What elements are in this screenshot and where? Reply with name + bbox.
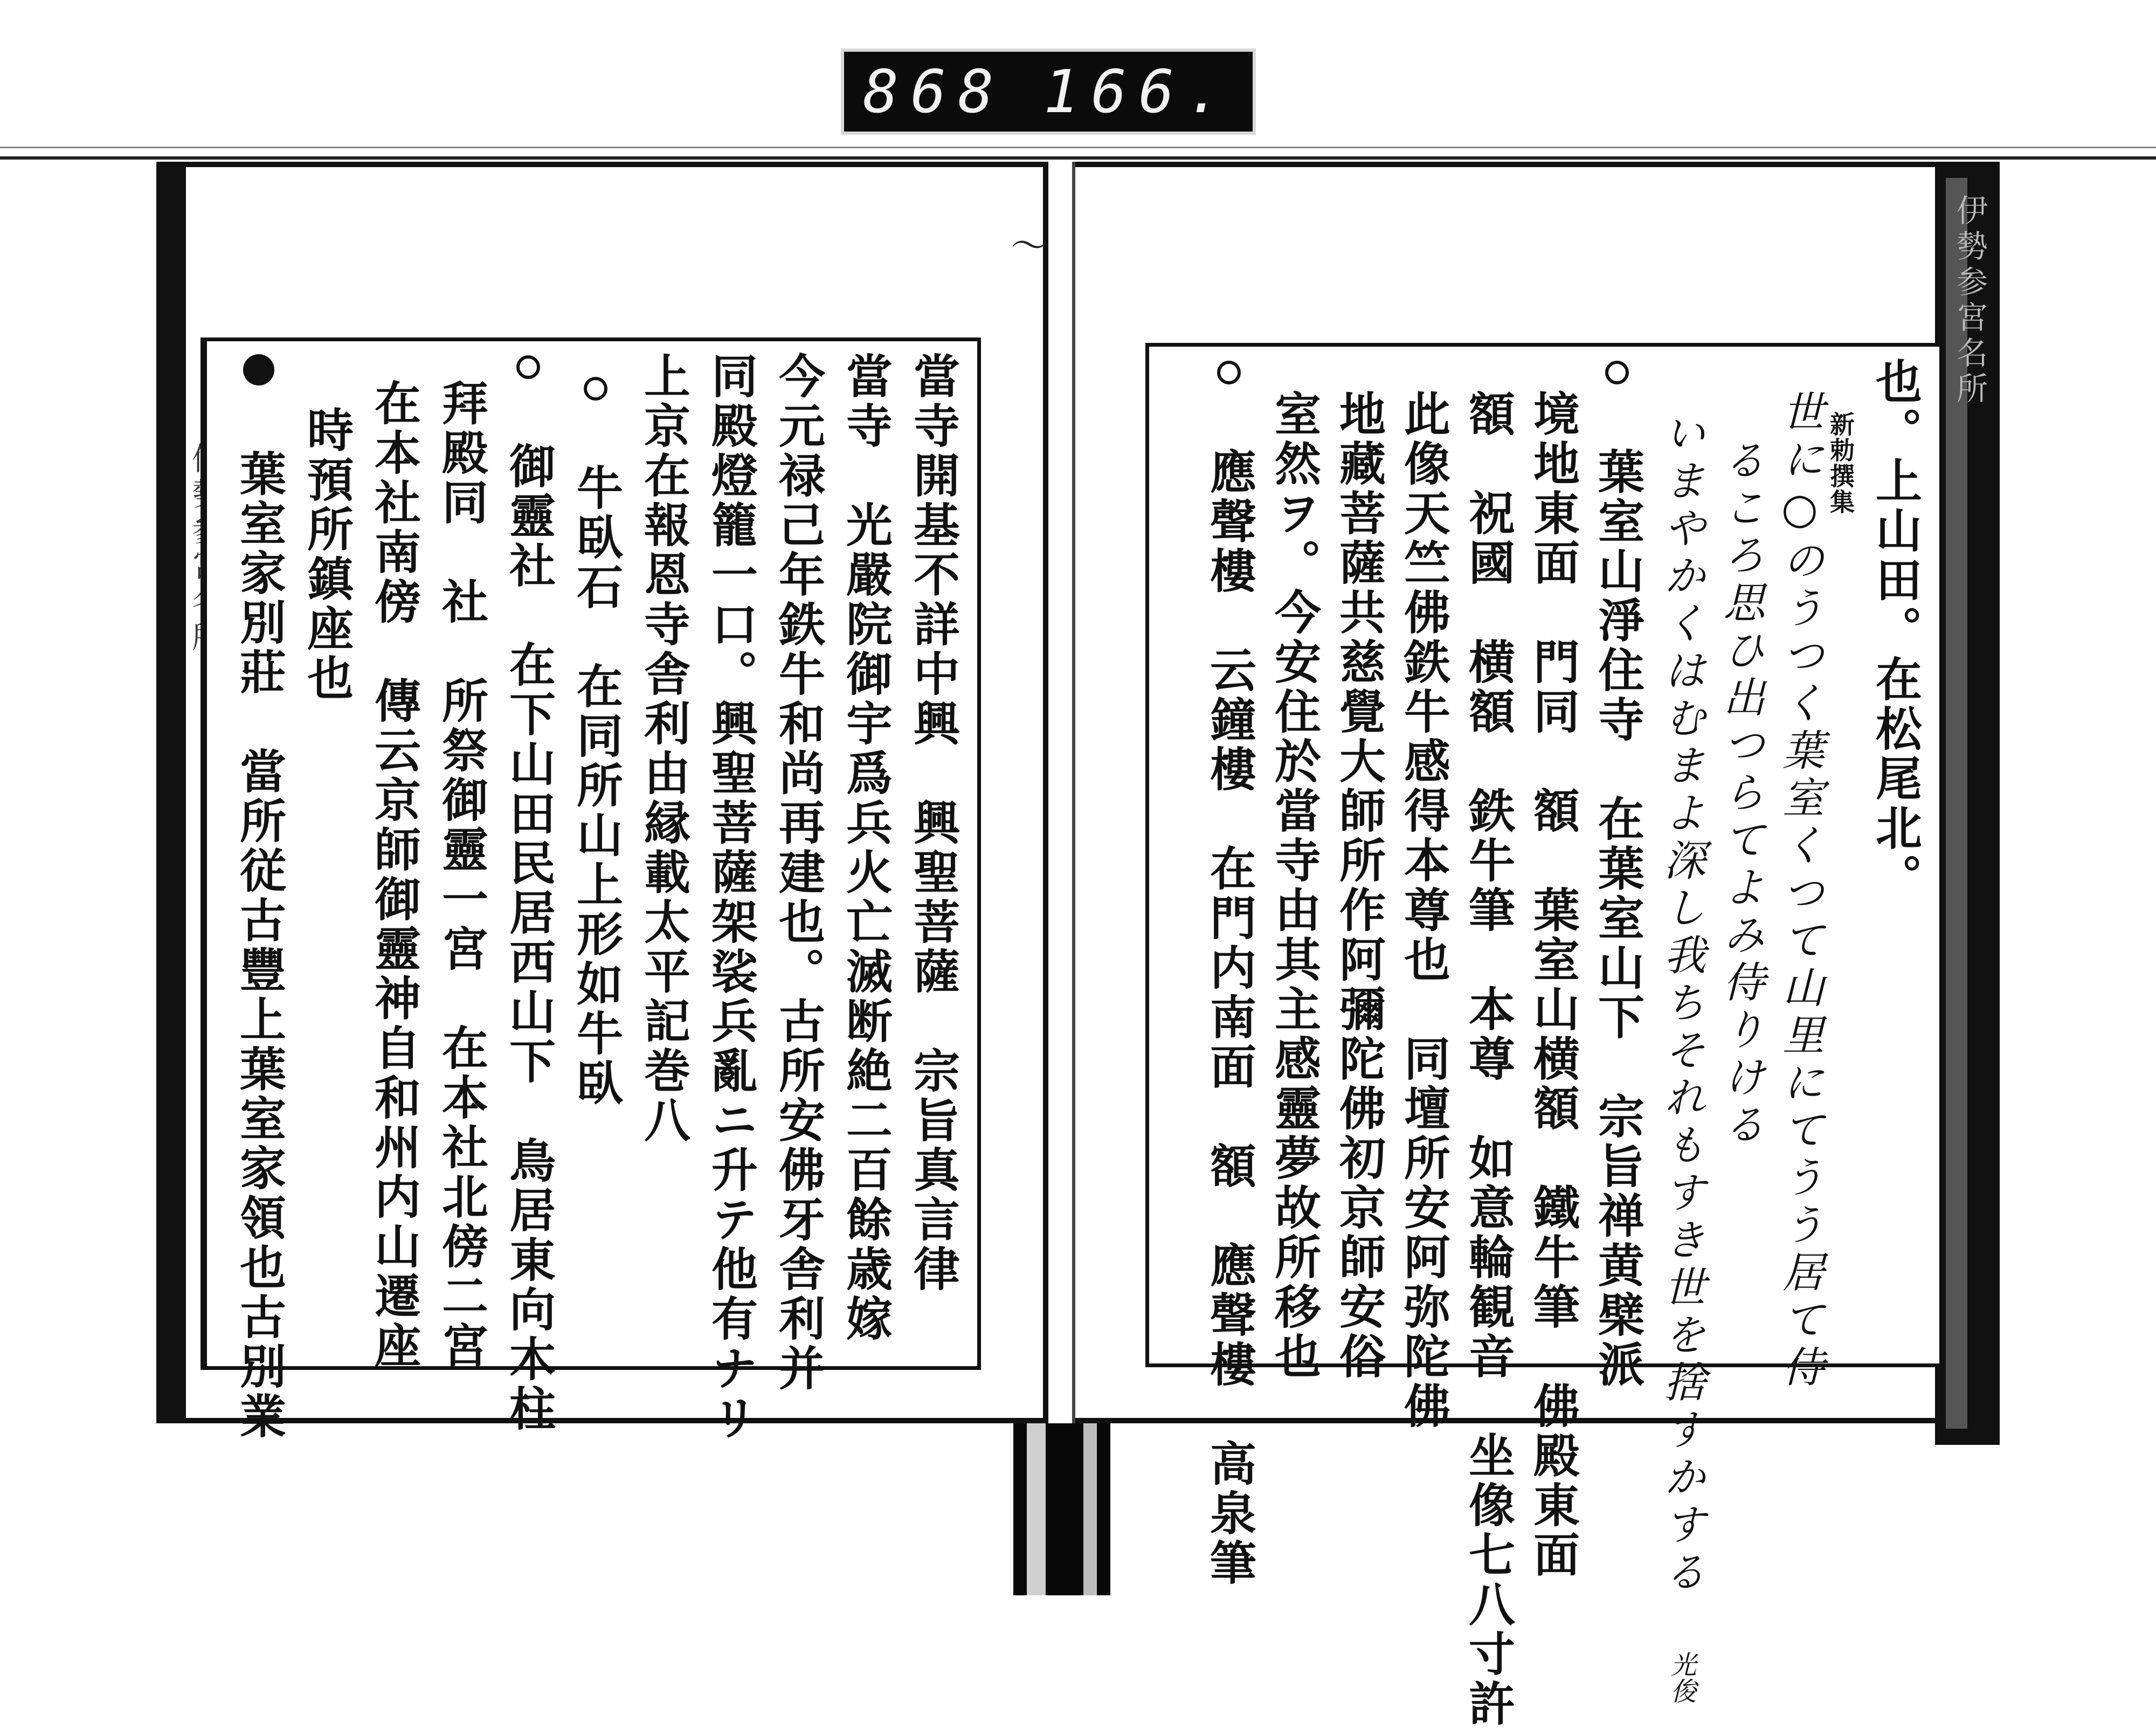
archive-number-left: 868	[863, 57, 1006, 126]
top-rule	[0, 156, 2156, 160]
filled-circle-marker-icon	[243, 354, 274, 385]
right-page-column-6	[1590, 357, 1644, 1390]
right-page-column-9: 此像天竺佛鉄牛感得本尊也 同壇所安阿弥陀佛	[1396, 390, 1450, 1431]
left-page-column-1: 當寺開基不詳中興 興聖菩薩 宗旨真言律	[906, 352, 960, 1294]
left-page-column-7	[501, 352, 556, 1434]
left-page-column-6	[569, 374, 623, 1355]
left-page-column-3: 今元禄己年鉄牛和尚再建也。古所安佛牙舎利并	[771, 352, 825, 1394]
left-page-column-11-text: 葉室家別莊 當所従古豐上葉室家領也古別業	[232, 450, 286, 1442]
archive-number-label	[841, 49, 1256, 135]
left-page-column-5: 上京在報恩寺舎利由縁載太平記巻八	[636, 352, 690, 1146]
archive-number-right: 166.	[1043, 57, 1234, 126]
right-page-header-note: 新勅撰集	[1826, 411, 1855, 515]
right-page-column-7: 境地東面 門同 額 葉室山横額 鐵牛筆 佛殿東面	[1525, 390, 1580, 1580]
right-page-column-10: 地藏菩薩共慈覺大師所作阿彌陀佛初京師安俗	[1331, 390, 1386, 1382]
spine-shadow-right	[1083, 1423, 1097, 1595]
right-page-column-6-text: 葉室山淨住寺 在葉室山下 宗旨禅黄檗派	[1590, 447, 1644, 1390]
right-page-column-cursive-2: るころ思ひ出つらてよみ侍りける	[1716, 438, 1765, 1150]
left-page-column-8: 拜殿同 社 所祭御靈一宮 在本社北傍二宮	[434, 379, 488, 1371]
right-page-column-1: 也。上山田。在松尾北。	[1868, 357, 1922, 903]
open-circle-marker-icon	[516, 355, 540, 379]
right-page-column-cursive-3	[1657, 411, 1705, 1704]
left-page	[201, 337, 981, 1443]
left-page-column-7-text: 御靈社 在下山田民居西山下 鳥居東向木柱	[501, 442, 556, 1434]
right-page-column-cursive-1: 世に○のうつく葉室くつて山里にてうう居て侍	[1775, 390, 1824, 1393]
right-page-column-8: 額 祝國 横額 鉄牛筆 本尊 如意輪観音 坐像七八寸許	[1461, 390, 1515, 1729]
left-page-column-10: 時預所鎮座也	[299, 406, 354, 704]
left-cover-edge	[156, 162, 186, 1423]
left-page-column-6-text: 牛臥石 在同所山上形如牛臥	[569, 464, 623, 1108]
open-circle-marker-icon	[1605, 361, 1629, 384]
left-page-column-4: 同殿燈籠一口。興聖菩薩架裟兵亂ニ升テ他有ナリ	[703, 352, 758, 1443]
right-page-column-11: 室然ヲ。今安住於當寺由其主感靈夢故所移也	[1267, 390, 1321, 1382]
top-rule-thin	[0, 147, 2156, 148]
poet-signature: 光俊	[1666, 1651, 1696, 1704]
right-page-edge-title: 伊勢参宮名所	[1951, 194, 1988, 408]
left-page-column-11	[232, 352, 286, 1442]
spine-shadow-left	[1027, 1423, 1046, 1595]
left-page-column-2: 當寺 光嚴院御宇爲兵火亡滅断絶二百餘歳嫁	[838, 352, 893, 1344]
binding-thread-icon: 〜	[1011, 224, 1048, 268]
right-page-column-12-text: 應聲樓 云鐘樓 在門内南面 額 應聲樓 高泉筆	[1202, 447, 1256, 1588]
open-circle-marker-icon	[584, 377, 607, 401]
right-page-column-cursive-3-text: いまやかくはむまよ深し我ちそれもすき世を捨すかする	[1657, 411, 1705, 1597]
right-page-column-12	[1202, 357, 1256, 1588]
left-page-column-9: 在本社南傍 傳云京師御靈神自和州内山遷座	[367, 379, 421, 1371]
right-page	[1145, 343, 1943, 1729]
open-circle-marker-icon	[1217, 361, 1241, 384]
book-spine	[1043, 162, 1075, 1423]
